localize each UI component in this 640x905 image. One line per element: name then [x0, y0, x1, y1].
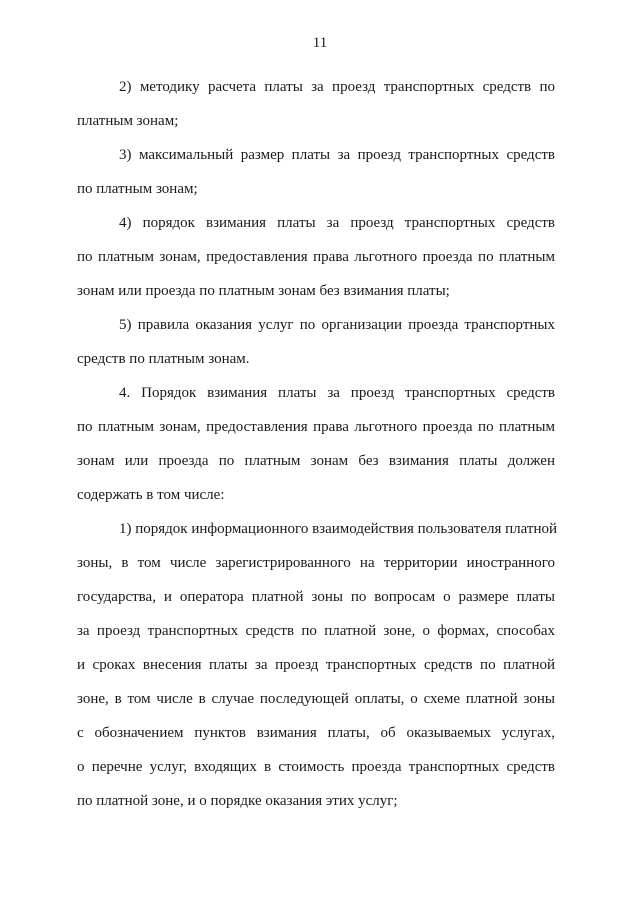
text-line: средств по платным зонам.	[77, 351, 250, 367]
paragraph-section-4	[77, 376, 555, 512]
paragraph-item-5	[77, 308, 555, 376]
text-line: по платной зоне, и о порядке оказания этих услуг;	[77, 793, 398, 809]
text-line: за проезд транспортных средств по платной зоне, о формах, способах	[77, 623, 555, 639]
text-line: платным зонам;	[77, 113, 179, 129]
paragraph-item-4	[77, 206, 555, 308]
document-body	[77, 70, 558, 818]
text-line: по платным зонам;	[77, 181, 198, 197]
text-line: 5) правила оказания услуг по организации проезда транспортных	[119, 317, 555, 333]
paragraph-item-3	[77, 138, 555, 206]
paragraph-section-4-item-1	[77, 512, 558, 818]
text-line: зонам или проезда по платным зонам без взимания платы должен	[77, 453, 555, 469]
text-line: 4. Порядок взимания платы за проезд транспортных средств	[119, 385, 555, 401]
text-line: зоне, в том числе в случае последующей оплаты, о схеме платной зоны	[77, 691, 555, 707]
text-line: государства, и оператора платной зоны по вопросам о размере платы	[77, 589, 555, 605]
text-line: 4) порядок взимания платы за проезд транспортных средств	[119, 215, 555, 231]
paragraph-item-2	[77, 70, 555, 138]
text-line: 3) максимальный размер платы за проезд транспортных средств	[119, 147, 555, 163]
text-line: 1) порядок информационного взаимодействия пользователя платной	[119, 521, 558, 537]
text-line: с обозначением пунктов взимания платы, об оказываемых услугах,	[77, 725, 555, 741]
text-line: зоны, в том числе зарегистрированного на территории иностранного	[77, 555, 555, 571]
text-line: и сроках внесения платы за проезд транспортных средств по платной	[77, 657, 555, 673]
page-number: 11	[312, 35, 328, 51]
text-line: по платным зонам, предоставления права льготного проезда по платным	[77, 419, 555, 435]
text-line: 2) методику расчета платы за проезд транспортных средств по	[119, 79, 555, 95]
text-line: о перечне услуг, входящих в стоимость проезда транспортных средств	[77, 759, 555, 775]
text-line: по платным зонам, предоставления права льготного проезда по платным	[77, 249, 555, 265]
text-line: содержать в том числе:	[77, 487, 225, 503]
text-line: зонам или проезда по платным зонам без взимания платы;	[77, 283, 450, 299]
